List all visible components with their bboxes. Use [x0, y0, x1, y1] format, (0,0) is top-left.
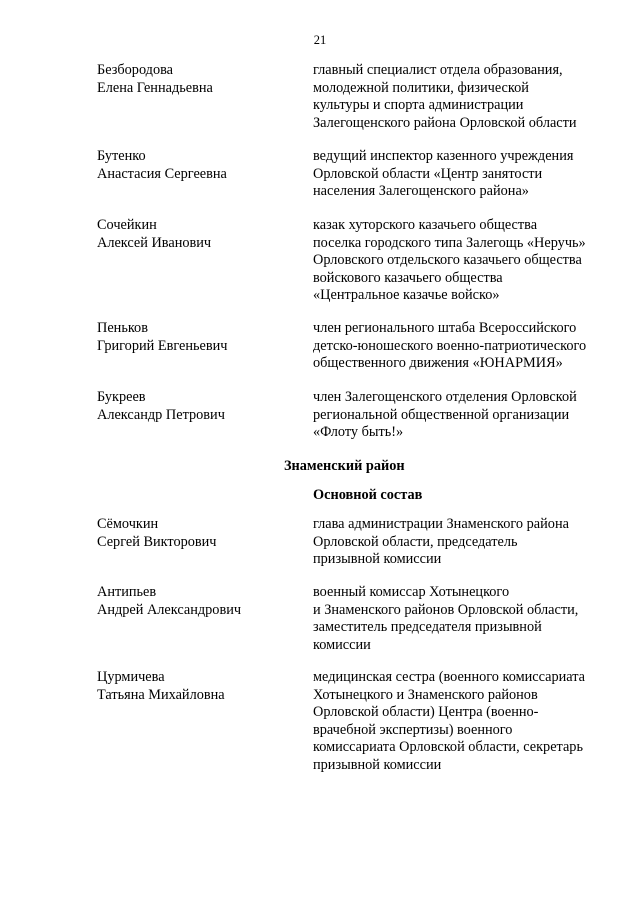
name-line: Татьяна Михайловна — [97, 686, 225, 703]
position-line: комиссии — [313, 636, 371, 653]
district-heading: Знаменский район — [284, 458, 405, 474]
name-line: Сёмочкин — [97, 516, 159, 532]
section-heading: Основной состав — [313, 487, 423, 503]
member-name — [97, 217, 307, 252]
position-line: глава администрации Знаменского района — [313, 516, 569, 532]
position-line: главный специалист отдела образования, — [313, 62, 563, 78]
member-position — [313, 320, 613, 373]
name-line: Алексей Иванович — [97, 234, 212, 251]
position-line: региональной общественной организации — [313, 406, 570, 423]
position-line: «Флоту быть!» — [313, 424, 404, 440]
member-position — [313, 62, 613, 132]
member-position — [313, 584, 613, 654]
member-name — [97, 62, 307, 97]
member-position — [313, 389, 613, 442]
member-name — [97, 389, 307, 424]
name-line: Сергей Викторович — [97, 533, 217, 550]
position-line: Орловской области «Центр занятости — [313, 165, 543, 182]
name-line: Цурмичева — [97, 669, 165, 685]
page-number: 21 — [313, 33, 327, 47]
name-line: Андрей Александрович — [97, 601, 242, 618]
name-line: Александр Петрович — [97, 406, 225, 423]
position-line: общественного движения «ЮНАРМИЯ» — [313, 355, 563, 371]
position-line: молодежной политики, физической — [313, 79, 529, 96]
member-position — [313, 669, 613, 774]
name-line: Анастасия Сергеевна — [97, 165, 227, 182]
name-line: Безбородова — [97, 62, 174, 78]
name-line: Григорий Евгеньевич — [97, 337, 228, 354]
name-line: Сочейкин — [97, 217, 157, 233]
position-line: медицинская сестра (военного комиссариата — [313, 669, 586, 685]
name-line: Антипьев — [97, 584, 157, 600]
position-line: детско-юношеского военно-патриотического — [313, 337, 587, 354]
member-position — [313, 148, 613, 201]
position-line: военный комиссар Хотынецкого — [313, 584, 510, 600]
position-line: Орловского отдельского казачьего общества — [313, 252, 582, 268]
position-line: войскового казачьего общества — [313, 269, 503, 286]
name-line: Бутенко — [97, 148, 146, 164]
member-position — [313, 217, 613, 305]
position-line: казак хуторского казачьего общества — [313, 217, 538, 233]
name-line: Пеньков — [97, 320, 148, 336]
position-line: призывной комиссии — [313, 551, 442, 567]
position-line: член Залегощенского отделения Орловской — [313, 389, 577, 405]
position-line: Хотынецкого и Знаменского районов — [313, 686, 538, 703]
position-line: «Центральное казачье войско» — [313, 287, 500, 303]
member-name — [97, 669, 307, 704]
member-name — [97, 148, 307, 183]
position-line: член регионального штаба Всероссийского — [313, 320, 577, 336]
position-line: ведущий инспектор казенного учреждения — [313, 148, 574, 164]
name-line: Елена Геннадьевна — [97, 79, 213, 96]
member-name — [97, 320, 307, 355]
position-line: Залегощенского района Орловской области — [313, 114, 577, 131]
position-line: заместитель председателя призывной — [313, 619, 542, 635]
member-position — [313, 516, 613, 569]
position-line: Орловской области) Центра (военно- — [313, 704, 539, 720]
position-line: призывной комиссии — [313, 756, 442, 773]
name-line: Букреев — [97, 389, 146, 405]
position-line: Орловской области, председатель — [313, 533, 518, 550]
position-line: врачебной экспертизы) военного — [313, 721, 513, 738]
position-line: поселка городского типа Залегощь «Неручь» — [313, 234, 586, 251]
member-name — [97, 584, 307, 619]
member-name — [97, 516, 307, 551]
position-line: культуры и спорта администрации — [313, 97, 524, 113]
position-line: и Знаменского районов Орловской области, — [313, 601, 579, 618]
position-line: населения Залегощенского района» — [313, 183, 529, 199]
position-line: комиссариата Орловской области, секретарь — [313, 739, 583, 755]
